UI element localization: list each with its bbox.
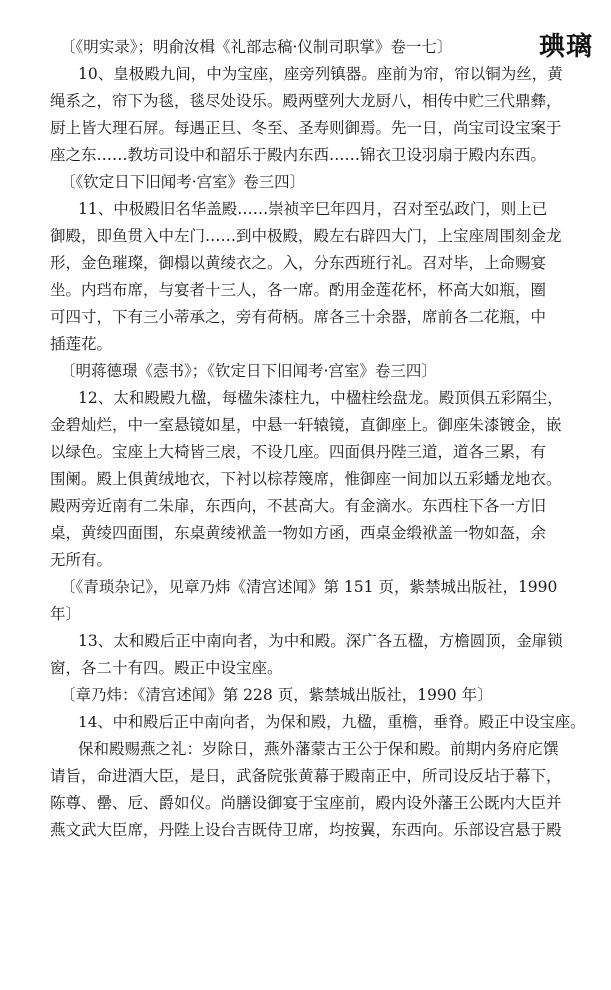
text-line: 插莲花。 — [50, 335, 113, 353]
text-line: 10、皇极殿九间，中为宝座，座旁列镇器。座前为帘，帘以铜为丝，黄 — [78, 65, 563, 83]
citation-line: 〔明蒋德璟《悫书》；《钦定日下旧闻考·宫室》卷三四〕 — [60, 362, 437, 380]
citation-line: 〔章乃炜：《清宫述闻》第 228 页，紫禁城出版社，1990 年〕 — [60, 686, 493, 704]
text-line: 座之东……教坊司设中和韶乐于殿内东西……锦衣卫设羽扇于殿内东西。 — [50, 146, 547, 164]
text-line: 窗，各二十有四。殿正中设宝座。 — [50, 659, 283, 677]
text-body — [50, 34, 585, 844]
text-line: 御殿，即鱼贯入中左门……到中极殿，殿左右辟四大门，上宝座周围刻金龙 — [50, 227, 562, 245]
text-line: 围阑。殿上俱黄绒地衣，下衬以棕荐篾席，惟御座一间加以五彩蟠龙地衣。 — [50, 470, 562, 488]
text-line: 11、中极殿旧名华盖殿……崇祯辛巳年四月，召对至弘政门，则上已 — [78, 200, 548, 218]
text-line: 燕文武大臣席，丹陛上设台吉既侍卫席，均按翼，东西向。乐部设宫悬于殿 — [50, 821, 562, 839]
text-line: 桌，黄绫四面围，东桌黄绫袱盖一物如方函，西桌金缎袱盖一物如盔，余 — [50, 524, 547, 542]
text-line: 殿两旁近南有二朱扉，东西向，不甚高大。有金滴水。东西柱下各一方旧 — [50, 497, 547, 515]
text-line: 12、太和殿殿九楹，每楹朱漆柱九，中楹柱绘盘龙。殿顶俱五彩隔尘， — [78, 389, 563, 407]
text-line: 无所有。 — [50, 551, 113, 569]
text-line: 厨上皆大理石屏。每遇正旦、冬至、圣寿则御焉。先一日，尚宝司设宝案于 — [50, 119, 562, 137]
text-line: 金碧灿烂，中一室悬镜如星，中悬一轩辕镜，直御座上。御座朱漆镀金，嵌 — [50, 416, 562, 434]
text-line: 请旨，命进酒大臣，是日，武备院张黄幕于殿南正中，所司设反坫于幕下， — [50, 767, 562, 785]
text-line: 形，金色璀璨，御榻以黄绫衣之。入，分东西班行礼。召对毕，上命赐宴 — [50, 254, 547, 272]
citation-line: 〔《钦定日下旧闻考·宫室》卷三四〕 — [60, 173, 306, 191]
text-line: 年〕 — [50, 605, 82, 623]
corner-stamp: 琠璃 — [538, 32, 593, 62]
text-line: 绳系之，帘下为毯，毯尽处设乐。殿两壁列大龙厨八，相传中贮三代鼎彝， — [50, 92, 562, 110]
text-line: 可四寸，下有三小蒂承之，旁有荷柄。席各三十余器，席前各二花瓶，中 — [50, 308, 547, 326]
text-line: 13、太和殿后正中南向者，为中和殿。深广各五楹，方檐圆顶，金扉锁 — [78, 632, 563, 650]
text-line: 以绿色。宝座上大椅皆三扆，不设几座。四面俱丹陛三道，道各三累，有 — [50, 443, 547, 461]
text-line: 陈尊、罍、卮、爵如仪。尚膳设御宴于宝座前，殿内设外藩王公既内大臣并 — [50, 794, 562, 812]
text-line: 坐。内珰布席，与宴者十三人，各一席。酌用金莲花杯，杯高大如瓶，圈 — [50, 281, 547, 299]
text-line: 保和殿赐燕之礼：岁除日，燕外藩蒙古王公于保和殿。前期内务府庀馔 — [78, 740, 559, 758]
citation-line: 〔《明实录》；明俞汝楫《礼部志稿·仪制司职掌》卷一七〕 — [60, 38, 453, 56]
text-line: 14、中和殿后正中南向者，为保和殿，九楹，重檐，垂脊。殿正中设宝座。 — [78, 713, 586, 731]
citation-line: 〔《青琐杂记》，见章乃炜《清宫述闻》第 151 页，紫禁城出版社，1990 — [60, 578, 558, 596]
